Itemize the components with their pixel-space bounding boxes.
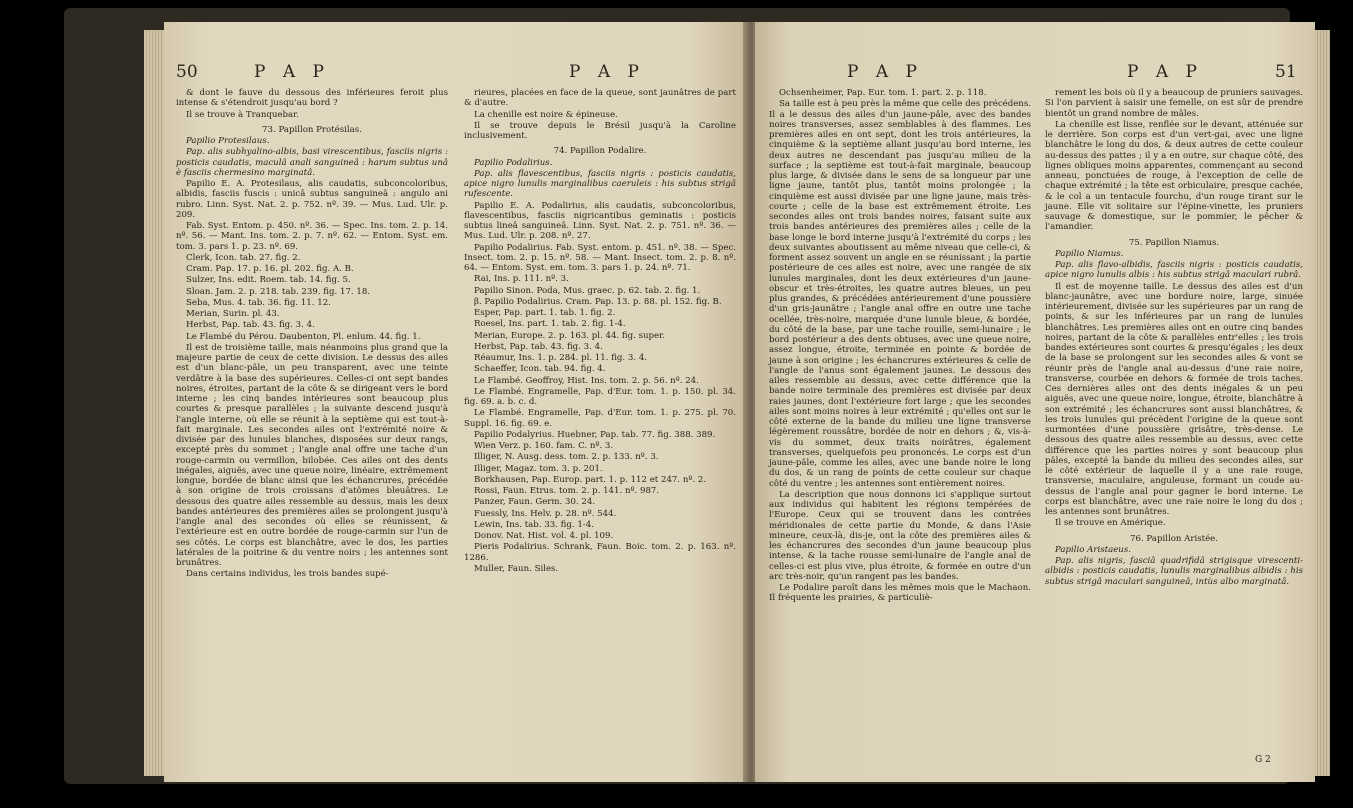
text-paragraph: Fab. Syst. Entom. p. 450. nº. 36. — Spec. Ins. tom. 2. p. 14. nº. 56. — Mant. Ins. tom. 2. p. 7. nº. 62. — Entom. Syst. em. tom. 3. pars 1. p. 23. nº. 69. [176,221,448,252]
text-paragraph: Papilio Podalyrius. Huebner, Pap. tab. 77. fig. 388. 389. [474,429,716,440]
text-paragraph: Le Flambé. Geoffroy, Hist. Ins. tom. 2. p. 56. nº. 24. [474,375,699,386]
text-paragraph: Schaeffer, Icon. tab. 94. fig. 4. [474,364,606,375]
text-paragraph: Papilio Podalirius. [474,157,553,168]
text-paragraph: La chenille est noire & épineuse. [474,109,618,120]
text-paragraph: Wien Verz. p. 160. fam. C. nº. 3. [474,441,614,451]
left-page [164,22,747,782]
text-paragraph: Rossi, Faun. Etrus. tom. 2. p. 141. nº. 987. [474,486,660,496]
text-paragraph: Muller, Faun. Siles. [474,563,559,574]
text-paragraph: 73. Papillon Protésilas. [262,124,362,135]
text-paragraph: Le Podalire paroît dans les mêmes mois que le Machaon. Il fréquente les prairies, & particuliè- [769,583,1031,604]
left-running-head-1: P A P [254,62,330,82]
text-paragraph: Esper, Pap. part. 1. tab. 1. fig. 2. [474,308,616,318]
text-paragraph: Papilio Protesilaus. [186,136,270,146]
text-paragraph: Herbst, Pap. tab. 43. fig. 3. 4. [186,320,315,331]
text-paragraph: Il se trouve en Amérique. [1055,518,1166,529]
right-running-head-2: P A P [1127,62,1203,82]
right-column-1 [769,88,1031,605]
text-paragraph: La description que nous donnons ici s'applique surtout aux individus qui habitent les régions tempérées de l'Europe. Ceux qui se trouvent dans les contrées méridionales de cette partie du Monde, & dans l'Asie mineure, ceux-là, dis-je, ont la côte des premières ailes & les échancrures des secondes d'un jaune beaucoup plus intense, & la tache rousse semi-lunaire de l'angle anal de celles-ci est plus vive, plus étroite, & formée en outre d'un arc très-noir, qu'un rangent pas les bandes. [769,489,1031,582]
text-paragraph: Papilio E. A. Podalirius, alis caudatis, subconcoloribus, flavescentibus, fasciis nigricantibus geminatis : posticis subtus lineâ sanguineâ. Linn. Syst. Nat. 2. p. 751. nº. 36. — Mus. Lud. Ulr. p. 208. nº. 27. [464,200,736,242]
text-paragraph: Papilio Niamus. [1055,248,1124,259]
text-paragraph: Roesel, Ins. part. 1. tab. 2. fig. 1-4. [474,319,626,330]
left-running-head-2: P A P [569,62,645,82]
text-paragraph: Pap. alis flavo-albidis, fasciis nigris : posticis caudatis, apice nigro lunulis albis : his subtus strigâ maculari rubrâ. [1045,260,1303,281]
text-paragraph: Rai, Ins. p. 111. nº. 3. [474,274,569,285]
text-paragraph: rement les bois où il y a beaucoup de pruniers sauvages. Si l'on parvient à saisir une femelle, on est sûr de prendre bientôt un grand nombre de mâles. [1045,88,1303,119]
text-paragraph: β. Papilio Podalirius. Cram. Pap. 13. p. 88. pl. 152. fig. B. [474,296,722,307]
text-paragraph: Borkhausen, Pap. Europ. part. 1. p. 112 et 247. nº. 2. [474,474,707,485]
text-paragraph: Papilio Sinon. Poda, Mus. graec. p. 62. tab. 2. fig. 1. [474,285,701,296]
left-page-number: 50 [176,62,198,82]
text-paragraph: Panzer, Faun. Germ. 30. 24. [474,497,596,508]
text-paragraph: rieures, placées en face de la queue, sont jaunâtres de part & d'autre. [464,88,736,109]
right-page-number: 51 [1275,62,1297,82]
text-paragraph: Sloan. Jam. 2. p. 218. tab. 239. fig. 17. 18. [186,286,371,297]
text-paragraph: Seba, Mus. 4. tab. 36. fig. 11. 12. [186,297,331,308]
text-paragraph: Ochsenheimer, Pap. Eur. tom. 1. part. 2. p. 118. [779,88,987,98]
text-paragraph: Cram. Pap. 17. p. 16. pl. 202. fig. A. B. [186,264,354,274]
right-running-head-1: P A P [847,62,923,82]
right-page [755,22,1315,782]
text-paragraph: Illiger, N. Ausg. dess. tom. 2. p. 133. nº. 3. [474,452,659,463]
text-paragraph: Il est de moyenne taille. Le dessus des ailes est d'un blanc-jaunâtre, avec une bordure noire, large, sinuée intérieurement, divisée sur les supérieures par un rang de points, & sur les inférieures par un rang de lunules blanchâtres. Les premières ailes ont en outre cinq bandes noires, partant de la côte & parallèles entr'elles ; les trois bandes extérieures sont courtes & presqu'égales ; les deux de la base se prolongent sur les secondes ailes & vont se réunir près de l'angle anal au-dessus d'une raie noire, transverse, courbée en dehors & formée de trois taches. Ces dernières ailes ont des dents inégales & un peu aiguës, avec une queue noire, longue, étroite, blanchâtre à son extrémité ; les échancrures sont aussi blanchâtres, & les trois lunules qui précèdent l'origine de la queue sont surmontées d'une poussière grisâtre, très-dense. Le dessous des quatre ailes ressemble au dessus, avec cette différence que les parties noires y sont beaucoup plus pâles, excepté la bande du milieu des secondes ailes, sur le côté extérieur de laquelle il y a une raie rouge, transverse, maculaire, anguleuse, formant un coude au-dessus de l'angle anal pour gagner le bord interne. Le corps est blanchâtre, avec une raie noire le long du dos ; les antennes sont brunâtres. [1045,281,1303,517]
text-paragraph: Merian, Europe. 2. p. 163. pl. 44. fig. super. [474,330,666,341]
left-column-1 [176,88,448,581]
text-paragraph: 76. Papillon Aristée. [1130,533,1218,544]
signature-mark: G 2 [1255,755,1271,765]
text-paragraph: Papilio E. A. Protesilaus, alis caudatis, subconcoloribus, albidis, fasciis fuscis : unicâ subtus sanguineâ : angulo ani rubro. Linn. Syst. Nat. 2. p. 752. nº. 39. — Mus. Lud. Ulr. p. 209. [176,179,448,220]
text-paragraph: Il se trouve depuis le Brésil jusqu'à la Caroline inclusivement. [464,120,736,141]
text-paragraph: Le Flambé du Pérou. Daubenton, Pl. enlum. 44. fig. 1. [186,331,421,342]
left-page-edges [144,30,166,776]
text-paragraph: Pap. alis subhyalino-albis, basi virescentibus, fasciis nigris : posticis caudatis, maculâ anali sanguineâ : harum subtus unâ è fasciis chermesino marginatâ. [176,147,448,178]
text-paragraph: Le Flambé. Engramelle, Pap. d'Eur. tom. 1. p. 150. pl. 34. fig. 69. a. b. c. d. [464,386,736,407]
text-paragraph: Clerk, Icon. tab. 27. fig. 2. [186,252,301,263]
text-paragraph: Le Flambé. Engramelle, Pap. d'Eur. tom. 1. p. 275. pl. 70. Suppl. 16. fig. 69. e. [464,408,736,429]
left-column-2 [464,88,736,575]
text-paragraph: Pap. alis flavescentibus, fasciis nigris : posticis caudatis, apice nigro lunulis marginalibus caeruleis : his subtus strigâ rufescente. [464,168,736,200]
text-paragraph: Papilio Aristaeus. [1055,544,1131,555]
text-paragraph: Merian, Surin. pl. 43. [186,309,280,319]
open-book [64,8,1303,784]
text-paragraph: Sa taille est à peu près la même que celle des précédens. Il a le dessus des ailes d'un jaune-pâle, avec des bandes noires transverses, assez semblables à des flammes. Les premières ailes en ont sept, dont les trois antérieures, la cinquième & la septième allant jusqu'au bord interne, les deux autres ne descendant pas jusqu'au milieu de la surface ; la septième est tout-à-fait marginale, beaucoup plus large, & divisée dans le sens de sa longueur par une ligne jaune, tantôt plus, tantôt moins prolongée ; la cinquième est aussi divisée par une ligne jaune, mais très-courte ; celle de la base est extrêmement étroite. Les secondes ailes ont trois bandes noires, faisant suite aux trois bandes antérieures des premières ailes ; celle de la base longe le bord interne jusqu'à l'extrémité du corps ; les deux suivantes aboutissent au même niveau que celle-ci, & forment assez souvent un angle en se réunissant ; la partie postérieure de ces ailes est noire, avec une rangée de six lunules marginales, dont les deux extérieures d'un jaune-obscur et très-étroites, les quatre autres bleues, un peu plus grandes, & précédées antérieurement d'une poussière d'un gris-jaunâtre ; l'angle anal offre en outre une tache ocellée, très-noire, marquée d'une lunule bleue, & bordée, du côté de la base, par une tache rouille, semi-lunaire ; le bord postérieur a des dents obtuses, avec une queue noire, assez longue, étroite, terminée en pointe & bordée de jaune à son origine ; les échancrures extérieures & celle de l'angle de l'anus sont également jaunes. Le dessous des ailes ressemble au dessus, avec cette différence que la bande noire terminale des premières est divisée par deux raies jaunes, dont l'extérieure fort large ; que les secondes ailes sont moins noires à leur extrémité ; qu'elles ont sur le côté externe de la bande du milieu une ligne transverse légèrement roussâtre, bordée de noir en dehors ; &, vis-à-vis du sommet, deux traits noirâtres, également transverses, quelquefois peu prononcés. Le corps est d'un jaune-pâle, comme les ailes, avec une bande noire le long du dos, & un rang de points de cette couleur sur chaque côté du ventre ; les antennes sont entièrement noires. [769,99,1031,489]
text-paragraph: Sulzer, Ins. edit. Roem. tab. 14. fig. 5. [186,275,351,286]
right-column-2 [1045,88,1303,588]
text-paragraph: Pieris Podalirius. Schrank, Faun. Boic. tom. 2. p. 163. nº. 1286. [464,542,736,563]
text-paragraph: La chenille est lisse, renflée sur le devant, atténuée sur le derrière. Son corps est d'un vert-gai, avec une ligne blanchâtre le long du dos, & deux autres de cette couleur au-dessus des pattes ; il y a en outre, sur chaque côté, des lignes obliques moins apparentes, commençant au second anneau, ponctuées de rouge, à l'exception de celle de chaque extrémité ; la tête est orbiculaire, presque cachée, & le col a un tentacule fourchu, d'un rouge tirant sur le jaune. Elle vit solitaire sur l'épine-vinette, les pruniers sauvage & domestique, sur le pommier, le pêcher & l'amandier. [1045,119,1303,233]
text-paragraph: Herbst, Pap. tab. 43. fig. 3. 4. [474,341,603,352]
text-paragraph: 75. Papillon Niamus. [1128,237,1220,248]
text-paragraph: Lewin, Ins. tab. 33. fig. 1-4. [474,519,594,530]
text-paragraph: Il se trouve à Tranquebar. [186,109,300,120]
text-paragraph: 74. Papillon Podalire. [553,146,647,157]
text-paragraph: Fuessly, Ins. Helv. p. 28. nº. 544. [474,508,617,519]
text-paragraph: Donov. Nat. Hist. vol. 4. pl. 109. [474,531,614,541]
text-paragraph: Il est de troisième taille, mais néanmoins plus grand que la majeure partie de ceux de cette division. Le dessus des ailes est d'un blanc-pâle, un peu transparent, avec une teinte verdâtre à la base des supérieures. Celles-ci ont sept bandes noires, étroites, partant de la côte & se dirigeant vers le bord interne ; les cinq bandes intérieures sont beaucoup plus courtes & presque parallèles ; la suivante descend jusqu'à l'angle interne, où elle se réunit à la septième qui est tout-à-fait marginale. Les secondes ailes ont l'extrémité noire & divisée par des lunules blanches, disposées sur deux rangs, excepté près du sommet ; l'angle anal offre une tache d'un rouge-carmin ou vermillon, bilobée. Ces ailes ont des dents inégales, aiguës, avec une queue noire, linéaire, extrêmement longue, bordée de blanc ainsi que les échancrures, précédée à son origine de trois croissans d'atômes bleuâtres. Le dessous des quatre ailes ressemble au dessus, mais les deux bandes antérieures des premières ailes se prolongent jusqu'à l'angle anal des secondes où elles se réunissent, & l'extérieure est en outre bordée de rouge-carmin sur l'un de ses côtés. Le corps est blanchâtre, avec le dos, les parties latérales de la poitrine & du ventre noirs ; les antennes sont brunâtres. [176,342,448,568]
text-paragraph: Réaumur, Ins. 1. p. 284. pl. 11. fig. 3. 4. [474,353,648,363]
text-paragraph: Papilio Podalirius. Fab. Syst. entom. p. 451. nº. 38. — Spec. Insect. tom. 2. p. 15. nº. 58. — Mant. Insect. tom. 2. p. 8. nº. 64. — Entom. Syst. em. tom. 3. pars 1. p. 24. nº. 71. [464,242,736,273]
text-paragraph: Pap. alis nigris, fasciâ quadrifidâ strigisque virescenti-albidis : posticis caudatis, lunulis marginalibus albidis : his subtus strigâ maculari sanguineâ, intùs albo marginatâ. [1045,556,1303,587]
text-paragraph: Dans certains individus, les trois bandes supé- [186,569,389,580]
text-paragraph: Illiger, Magaz. tom. 3. p. 201. [474,463,603,474]
text-paragraph: & dont le fauve du dessous des inférieures feroit plus intense & s'étendroit jusqu'au bord ? [176,88,448,109]
